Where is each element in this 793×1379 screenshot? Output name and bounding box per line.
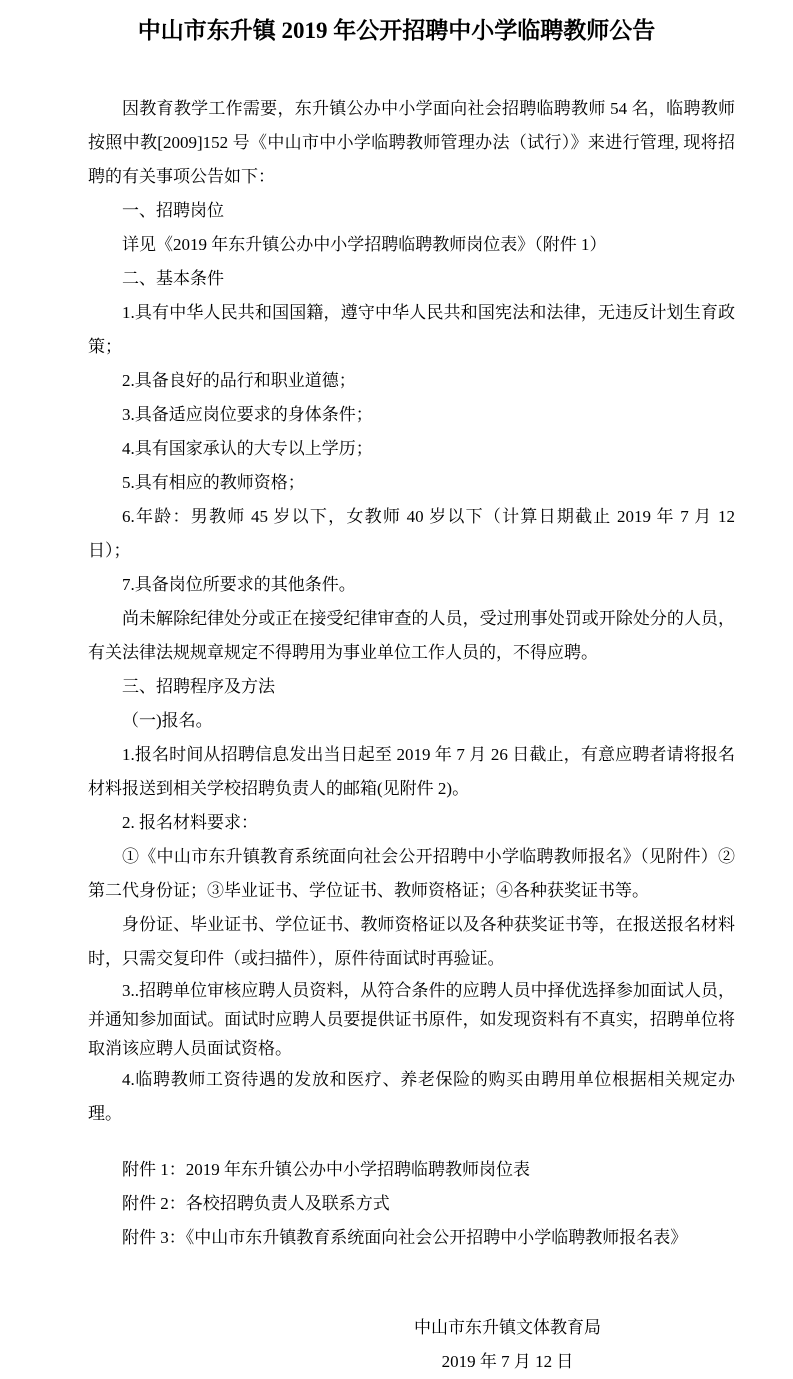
paragraph: 7.具备岗位所要求的其他条件。	[122, 575, 356, 594]
paragraph: （一)报名。	[122, 711, 213, 730]
paragraph: 3.具备适应岗位要求的身体条件；	[122, 405, 373, 424]
signature-issuer: 中山市东升镇文体教育局	[414, 1318, 601, 1337]
paragraph: 4.临聘教师工资待遇的发放和医疗、养老保险的购买由聘用单位根据相关规定办理。	[88, 1070, 735, 1123]
paragraph: 3..招聘单位审核应聘人员资料，从符合条件的应聘人员中择优选择参加面试人员，并通知参加面试。面试时应聘人员要提供证书原件，如发现资料有不真实，招聘单位将取消该应聘人员面试资格。	[88, 981, 735, 1058]
attachment-list	[88, 1153, 735, 1255]
document-body	[88, 92, 735, 1131]
paragraph: 一、招聘岗位	[122, 201, 224, 220]
paragraph: 尚未解除纪律处分或正在接受纪律审查的人员，受过刑事处罚或开除处分的人员，有关法律法规规章规定不得聘用为事业单位工作人员的，不得应聘。	[88, 609, 735, 662]
paragraph: 1.具有中华人民共和国国籍，遵守中华人民共和国宪法和法律，无违反计划生育政策；	[88, 303, 735, 356]
paragraph: ①《中山市东升镇教育系统面向社会公开招聘中小学临聘教师报名》（见附件）②第二代身份证；③毕业证书、学位证书、教师资格证；④各种获奖证书等。	[88, 847, 735, 900]
paragraph: 身份证、毕业证书、学位证书、教师资格证以及各种获奖证书等，在报送报名材料时，只需交复印件（或扫描件），原件待面试时再验证。	[88, 915, 735, 968]
paragraph: 二、基本条件	[122, 269, 224, 288]
paragraph: 三、招聘程序及方法	[122, 677, 275, 696]
paragraph: 详见《2019 年东升镇公办中小学招聘临聘教师岗位表》（附件 1）	[122, 235, 607, 254]
attachment-item: 附件 1：2019 年东升镇公办中小学招聘临聘教师岗位表	[122, 1160, 530, 1179]
page-title: 中山市东升镇 2019 年公开招聘中小学临聘教师公告	[137, 18, 656, 43]
paragraph: 因教育教学工作需要，东升镇公办中小学面向社会招聘临聘教师 54 名，临聘教师按照中教[2009]152 号《中山市中小学临聘教师管理办法（试行）》来进行管理, 现将招聘的有关事项公告如下：	[88, 99, 735, 186]
signature-date: 2019 年 7 月 12 日	[441, 1352, 574, 1371]
signature-block	[280, 1311, 735, 1379]
attachment-item: 附件 2：各校招聘负责人及联系方式	[122, 1194, 390, 1213]
paragraph: 1.报名时间从招聘信息发出当日起至 2019 年 7 月 26 日截止，有意应聘者请将报名材料报送到相关学校招聘负责人的邮箱(见附件 2)。	[88, 745, 735, 798]
paragraph: 5.具有相应的教师资格；	[122, 473, 305, 492]
paragraph: 6.年龄：男教师 45 岁以下，女教师 40 岁以下（计算日期截止 2019 年 7 月 12 日）；	[88, 507, 735, 560]
paragraph: 2. 报名材料要求：	[122, 813, 258, 832]
paragraph: 2.具备良好的品行和职业道德；	[122, 371, 356, 390]
paragraph: 4.具有国家承认的大专以上学历；	[122, 439, 373, 458]
attachment-item: 附件 3：《中山市东升镇教育系统面向社会公开招聘中小学临聘教师报名表》	[122, 1228, 688, 1247]
